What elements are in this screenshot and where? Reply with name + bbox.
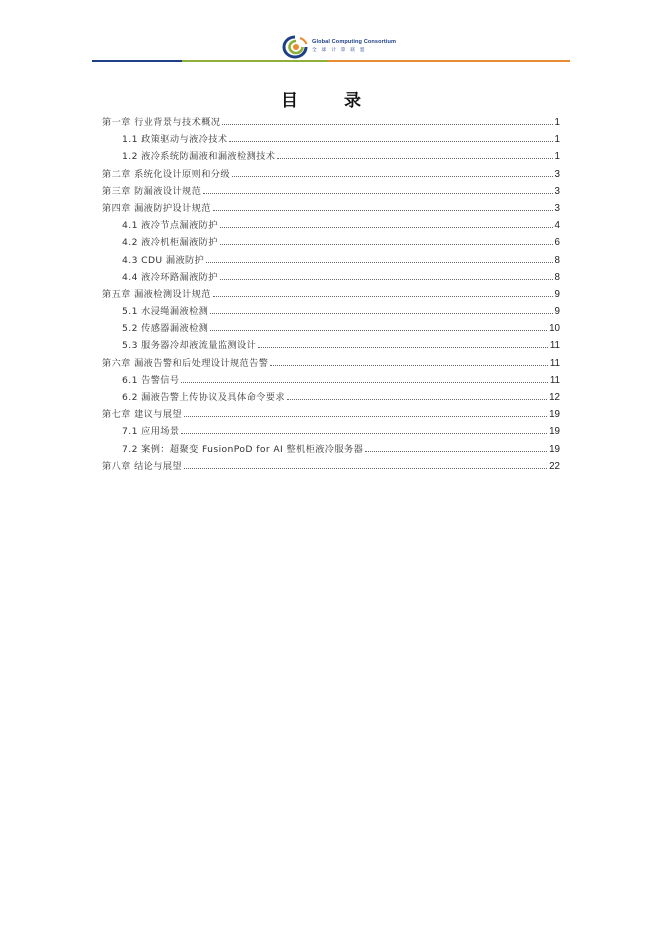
logo-english-text: Global Computing Consortium	[312, 39, 397, 46]
toc-entry[interactable]	[102, 252, 560, 269]
header-rule	[92, 60, 570, 63]
toc-entry-label: 第四章 漏液防护设计规范	[102, 202, 211, 214]
toc-entry[interactable]	[102, 234, 560, 251]
toc-entry-label: 第三章 防漏液设计规范	[102, 185, 202, 197]
toc-entry-page-number: 1	[554, 117, 560, 128]
toc-entry-page-number: 1	[554, 151, 560, 163]
toc-entry-label: 4.1 液冷节点漏液防护	[122, 220, 218, 232]
toc-dot-leader	[220, 278, 553, 280]
toc-entry-label: 第八章 结论与展望	[102, 460, 183, 472]
toc-entry-page-number: 19	[549, 426, 560, 438]
toc-entry[interactable]	[102, 303, 560, 320]
toc-dot-leader	[181, 381, 547, 383]
toc-entry[interactable]	[102, 166, 560, 183]
toc-entry[interactable]	[102, 148, 560, 165]
toc-entry-page-number: 3	[554, 185, 560, 197]
toc-entry-label: 4.2 液冷机柜漏液防护	[122, 237, 218, 249]
toc-dot-leader	[184, 415, 547, 417]
toc-entry[interactable]	[102, 183, 560, 200]
toc-entry-page-number: 12	[549, 392, 560, 403]
toc-entry-label: 6.1 告警信号	[122, 374, 180, 386]
toc-dot-leader	[220, 243, 553, 245]
toc-dot-leader	[210, 312, 552, 314]
toc-entry-label: 7.2 案例：超聚变 FusionPoD for AI 整机柜液冷服务器	[122, 443, 364, 455]
toc-entry-page-number: 3	[554, 168, 560, 180]
toc-dot-leader	[203, 192, 552, 194]
toc-dot-leader	[181, 432, 547, 434]
toc-entry-label: 4.4 液冷环路漏液防护	[122, 271, 218, 283]
toc-entry[interactable]	[102, 200, 560, 217]
toc-entry-label: 1.1 政策驱动与液冷技术	[122, 134, 228, 146]
toc-entry-page-number: 11	[549, 357, 560, 369]
toc-entry-label: 7.1 应用场景	[122, 426, 180, 438]
toc-entry[interactable]	[102, 423, 560, 440]
toc-dot-leader	[213, 209, 553, 211]
toc-dot-leader	[277, 157, 552, 159]
toc-entry[interactable]	[102, 458, 560, 475]
consortium-logo	[282, 34, 396, 60]
toc-entry-page-number: 22	[549, 460, 560, 472]
toc-entry-label: 6.2 漏液告警上传协议及具体命令要求	[122, 392, 285, 403]
toc-entry-label: 5.1 水浸绳漏液检测	[122, 306, 209, 318]
toc-entry[interactable]	[102, 441, 560, 458]
toc-entry-page-number: 11	[549, 374, 560, 386]
toc-dot-leader	[229, 140, 552, 142]
header-rule-blue	[92, 60, 182, 62]
toc-dot-leader	[365, 450, 547, 452]
toc-entry-page-number: 10	[549, 323, 560, 335]
toc-entry-page-number: 19	[549, 443, 560, 455]
toc-entry-page-number: 11	[549, 340, 560, 352]
toc-entry[interactable]	[102, 217, 560, 234]
toc-dot-leader	[213, 295, 553, 297]
toc-entry-label: 第五章 漏液检测设计规范	[102, 288, 211, 300]
toc-dot-leader	[206, 261, 552, 263]
toc-entry-page-number: 19	[549, 409, 560, 421]
toc-entry-label: 第二章 系统化设计原则和分级	[102, 168, 230, 180]
logo-chinese-text: 全球计算联盟	[312, 48, 370, 53]
toc-title: 目 录	[281, 91, 381, 111]
table-of-contents	[102, 114, 560, 475]
toc-dot-leader	[287, 398, 547, 400]
toc-entry-page-number: 3	[554, 202, 560, 214]
toc-entry-label: 第七章 建议与展望	[102, 409, 183, 421]
header-rule-green	[182, 60, 328, 62]
toc-entry-page-number: 9	[554, 306, 560, 318]
gcc-logo-icon	[282, 35, 308, 59]
toc-entry-label: 5.2 传感器漏液检测	[122, 323, 209, 335]
toc-entry-label: 第一章 行业背景与技术概况	[102, 117, 221, 128]
toc-entry-page-number: 8	[554, 254, 560, 266]
toc-dot-leader	[270, 364, 548, 366]
toc-entry-label: 5.3 服务器冷却液流量监测设计	[122, 340, 257, 352]
toc-entry-page-number: 8	[554, 271, 560, 283]
toc-entry[interactable]	[102, 372, 560, 389]
toc-dot-leader	[220, 226, 553, 228]
toc-dot-leader	[210, 329, 547, 331]
toc-dot-leader	[222, 123, 552, 125]
toc-entry[interactable]	[102, 131, 560, 148]
page-header	[0, 0, 662, 64]
toc-entry[interactable]	[102, 389, 560, 406]
toc-entry[interactable]	[102, 320, 560, 337]
toc-entry[interactable]	[102, 269, 560, 286]
toc-entry[interactable]	[102, 286, 560, 303]
header-rule-orange	[328, 60, 570, 62]
toc-entry[interactable]	[102, 355, 560, 372]
toc-entry-page-number: 6	[554, 237, 560, 249]
toc-entry-page-number: 4	[554, 220, 560, 232]
toc-entry[interactable]	[102, 337, 560, 354]
toc-entry-label: 1.2 液冷系统防漏液和漏液检测技术	[122, 151, 276, 163]
toc-entry[interactable]	[102, 114, 560, 131]
toc-dot-leader	[184, 467, 547, 469]
toc-entry-label: 4.3 CDU 漏液防护	[122, 254, 205, 266]
toc-dot-leader	[258, 346, 548, 348]
toc-entry-page-number: 1	[554, 134, 560, 146]
toc-dot-leader	[232, 175, 553, 177]
toc-entry-label: 第六章 漏液告警和后处理设计规范告警	[102, 357, 269, 369]
toc-entry[interactable]	[102, 406, 560, 423]
toc-entry-page-number: 9	[554, 288, 560, 300]
